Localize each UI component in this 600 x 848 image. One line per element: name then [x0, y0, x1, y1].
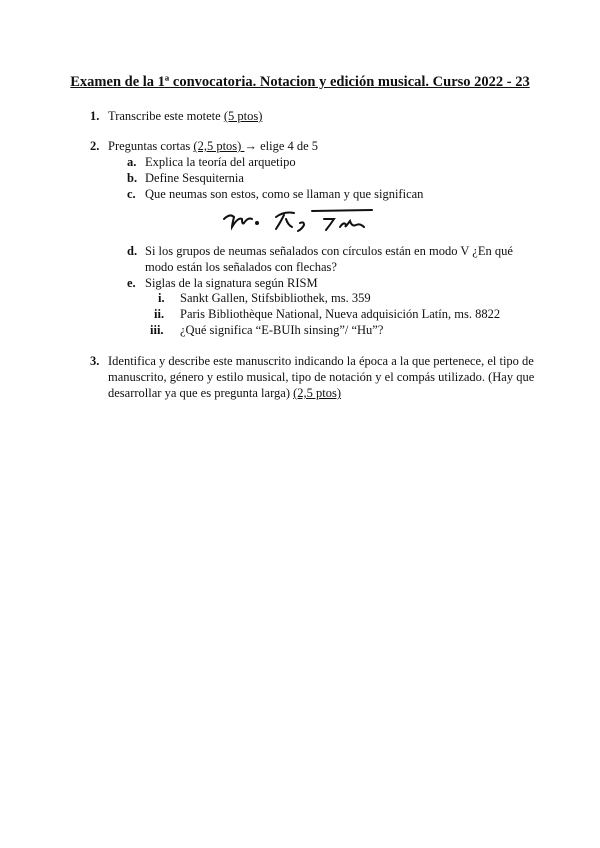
instruction: → elige 4 de 5 — [244, 139, 319, 153]
item-text: Que neumas son estos, como se llaman y que significan — [145, 187, 424, 201]
question-text: manuscrito, género y estilo musical, tipo de notación y el compás utilizado. (Hay que — [108, 370, 535, 384]
question-number: 1. — [90, 109, 100, 123]
subitem-label: iii. — [150, 323, 164, 337]
item-text: Explica la teoría del arquetipo — [145, 155, 296, 169]
question-label: Preguntas cortas — [108, 139, 194, 153]
subitem-text: Sankt Gallen, Stifsbibliothek, ms. 359 — [180, 291, 371, 305]
item-label: e. — [127, 276, 136, 290]
subitem-label: ii. — [154, 307, 165, 321]
neume-image — [220, 205, 380, 235]
item-text-continued: modo están los señalados con flechas? — [145, 260, 337, 274]
subitem-text: Paris Bibliothèque National, Nueva adquisición Latín, ms. 8822 — [180, 307, 501, 321]
item-label: a. — [127, 155, 137, 169]
subitem-label: i. — [158, 291, 165, 305]
subitem-text: ¿Qué significa “E-BUIh sinsing”/ “Hu”? — [180, 323, 384, 337]
points: (5 ptos) — [223, 109, 263, 123]
question-text — [108, 138, 318, 154]
question-label: desarrollar ya que es pregunta larga) — [108, 386, 294, 400]
question-text — [108, 108, 262, 124]
question-number: 3. — [90, 354, 100, 368]
question-label: Transcribe este motete — [108, 109, 224, 123]
item-text: Si los grupos de neumas señalados con círculos están en modo V ¿En qué — [145, 244, 513, 258]
question-text — [108, 385, 341, 401]
item-label: b. — [127, 171, 138, 185]
item-label: d. — [127, 244, 138, 258]
item-text: Define Sesquiternia — [145, 171, 244, 185]
page-title: Examen de la 1ª convocatoria. Notacion y edición musical. Curso 2022 - 23 — [70, 74, 530, 90]
item-text: Siglas de la signatura según RISM — [145, 276, 318, 290]
points: (2,5 ptos) — [193, 139, 245, 153]
item-label: c. — [127, 187, 136, 201]
question-number: 2. — [90, 139, 100, 153]
points: (2,5 ptos) — [293, 386, 342, 400]
question-text: Identifica y describe este manuscrito indicando la época a la que pertenece, el tipo de — [108, 354, 534, 368]
